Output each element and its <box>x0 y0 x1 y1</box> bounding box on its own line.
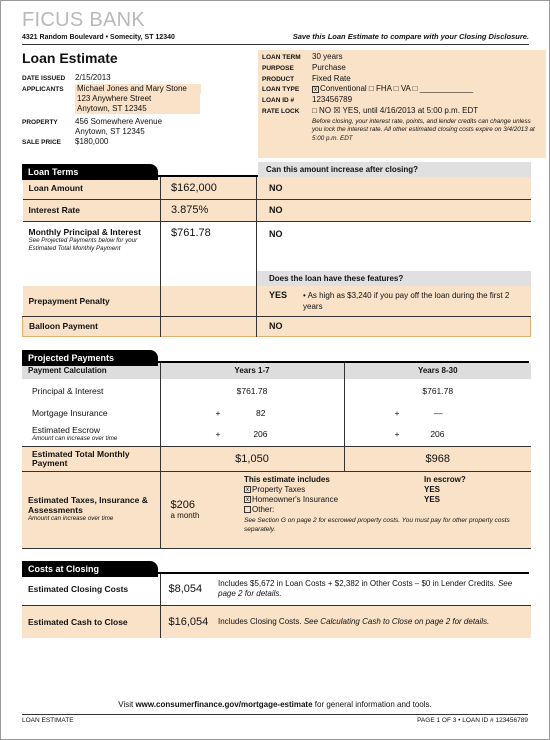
bank-name: FICUS BANK <box>22 9 146 31</box>
pi-label: Principal & Interest <box>22 379 160 403</box>
bank-address-line <box>22 32 529 45</box>
taxes-label: Estimated Taxes, Insurance & Assessments <box>28 495 148 515</box>
property-label: PROPERTY <box>22 119 58 126</box>
save-note: Save this Loan Estimate to compare with your Closing Disclosure. <box>292 32 529 41</box>
cash-to-close-see: See Calculating Cash to Close on page 2 for details. <box>303 616 490 626</box>
closing-costs-see: See page 2 for details. <box>218 579 513 599</box>
bank-address: 4321 Random Boulevard • Somecity, ST 12340 <box>22 34 175 41</box>
closing-costs-label: Estimated Closing Costs <box>22 574 160 606</box>
taxes-note: Amount can increase over time <box>28 515 114 522</box>
page-title: Loan Estimate <box>22 50 118 66</box>
monthly-pi-label: Monthly Principal & Interest <box>28 226 141 237</box>
mi-value-2: — <box>434 407 443 418</box>
property-street: 456 Somewhere Avenue <box>75 117 163 126</box>
footer-left: LOAN ESTIMATE <box>22 717 74 724</box>
page-footer <box>22 714 528 724</box>
interest-rate-value: 3.875% <box>161 199 257 221</box>
interest-rate-answer: NO <box>257 199 531 221</box>
escrow-value-2: 206 <box>430 429 445 440</box>
product-value: Fixed Rate <box>312 73 351 83</box>
includes-label: This estimate includes <box>244 475 330 484</box>
loan-term-value: 30 years <box>312 52 343 61</box>
years-8-30-header: Years 8-30 <box>344 363 531 379</box>
applicant-names: Michael Jones and Mary Stone <box>75 84 201 94</box>
loan-amount-label: Loan Amount <box>23 177 161 199</box>
visit-pre: Visit <box>118 700 134 709</box>
loan-id-label: LOAN ID # <box>262 97 295 105</box>
balloon-answer: NO <box>269 321 283 331</box>
plus-sign: + <box>215 429 221 440</box>
footer-visit <box>1 700 549 709</box>
escrow-value-1: 206 <box>253 429 268 440</box>
cash-to-close-detail: Includes Closing Costs. <box>218 616 302 626</box>
applicant-info <box>22 50 252 162</box>
total-payment-1: $1,050 <box>160 447 344 472</box>
plus-sign: + <box>215 407 221 418</box>
loan-term-label: LOAN TERM <box>262 54 301 61</box>
homeowners-insurance-checkbox: x <box>246 497 249 504</box>
property-taxes-label: Property Taxes <box>252 485 306 494</box>
purpose-value: Purchase <box>312 62 346 72</box>
homeowners-insurance-escrow: YES <box>424 495 441 504</box>
taxes-period: a month <box>170 511 200 521</box>
features-question: Does the loan have these features? <box>257 271 531 286</box>
projected-header: Projected Payments <box>22 350 158 366</box>
loan-id-value: 123456789 <box>312 95 353 105</box>
years-1-7-header: Years 1-7 <box>160 363 344 379</box>
mi-label: Mortgage Insurance <box>22 403 160 423</box>
monthly-pi-note: See Projected Payments below for your Estimated Total Monthly Payment <box>28 236 138 252</box>
escrow-label: Estimated Escrow <box>32 424 101 435</box>
rate-lock-value: □ NO ☒ YES, until 4/16/2013 at 5:00 p.m. EDT <box>312 105 479 115</box>
rate-lock-label: RATE LOCK <box>262 107 300 115</box>
balloon-label: Balloon Payment <box>23 316 161 336</box>
loan-amount-answer: NO <box>257 177 531 199</box>
rate-lock-note: Before closing, your interest rate, points, and lender credits can change unless you lock the interest rate. All other estimated closing costs expire on 3/4/2013 at 5:00 p.m. EDT <box>312 117 535 142</box>
projected-payments-section <box>22 348 529 549</box>
conventional-checkbox: x <box>314 86 317 93</box>
loan-amount-value: $162,000 <box>161 177 257 199</box>
loan-terms-section <box>22 162 529 337</box>
monthly-pi-answer: NO <box>269 228 283 239</box>
prepayment-answer: YES <box>269 289 288 300</box>
cash-to-close-label: Estimated Cash to Close <box>22 606 160 638</box>
date-issued-value: 2/15/2013 <box>75 73 111 82</box>
closing-header: Costs at Closing <box>22 561 158 577</box>
property-taxes-checkbox: x <box>246 487 249 494</box>
pi-value-1: $761.78 <box>160 379 344 403</box>
escrow-section-note: See Section G on page 2 for escrowed property costs. You must pay for other property costs separately. <box>244 517 510 533</box>
costs-at-closing-section <box>22 559 529 638</box>
monthly-pi-value: $761.78 <box>161 221 257 271</box>
in-escrow-label: In escrow? <box>424 475 466 484</box>
purpose-label: PURPOSE <box>262 64 294 72</box>
payment-calc-header: Payment Calculation <box>22 363 160 379</box>
loan-type-label: LOAN TYPE <box>262 86 300 94</box>
other-checkbox <box>244 506 251 513</box>
closing-costs-detail: Includes $5,672 in Loan Costs + $2,382 in Other Costs – $0 in Lender Credits. <box>218 579 496 589</box>
plus-sign: + <box>394 429 400 440</box>
total-payment-2: $968 <box>425 453 450 465</box>
applicants-label: APPLICANTS <box>22 86 64 93</box>
pi-value-2: $761.78 <box>422 385 454 396</box>
product-label: PRODUCT <box>262 75 295 83</box>
loan-terms-header: Loan Terms <box>22 164 158 180</box>
sale-price-label: SALE PRICE <box>22 139 62 146</box>
taxes-value: $206 <box>170 499 195 512</box>
footer-right: PAGE 1 OF 3 • LOAN ID # 123456789 <box>417 717 528 724</box>
visit-post: for general information and tools. <box>314 700 432 709</box>
prepayment-detail: • As high as $3,240 if you pay off the loan during the first 2 years <box>303 290 510 311</box>
interest-rate-label: Interest Rate <box>23 199 161 221</box>
sale-price-value: $180,000 <box>75 137 109 146</box>
plus-sign: + <box>394 407 400 418</box>
applicant-city: Anytown, ST 12345 <box>75 104 200 114</box>
mi-value-1: 82 <box>256 407 266 418</box>
prepayment-label: Prepayment Penalty <box>23 286 161 316</box>
property-taxes-escrow: YES <box>424 485 441 494</box>
loan-details-box <box>258 50 546 158</box>
applicant-street: 123 Anywhere Street <box>75 94 200 104</box>
property-city: Anytown, ST 12345 <box>75 127 145 136</box>
cash-to-close-value: $16,054 <box>168 615 209 628</box>
escrow-note: Amount can increase over time <box>32 434 118 442</box>
header-section <box>22 50 535 162</box>
cfpb-link[interactable]: www.consumerfinance.gov/mortgage-estimate <box>135 700 313 709</box>
other-label: Other: <box>252 505 275 514</box>
homeowners-insurance-label: Homeowner's Insurance <box>252 495 339 504</box>
date-issued-label: DATE ISSUED <box>22 75 66 82</box>
increase-question: Can this amount increase after closing? <box>258 162 531 177</box>
closing-costs-value: $8,054 <box>168 583 203 596</box>
total-payment-label: Estimated Total Monthly Payment <box>22 447 160 472</box>
loan-type-options: Conventional □ FHA □ VA □ ____________ <box>320 84 474 94</box>
